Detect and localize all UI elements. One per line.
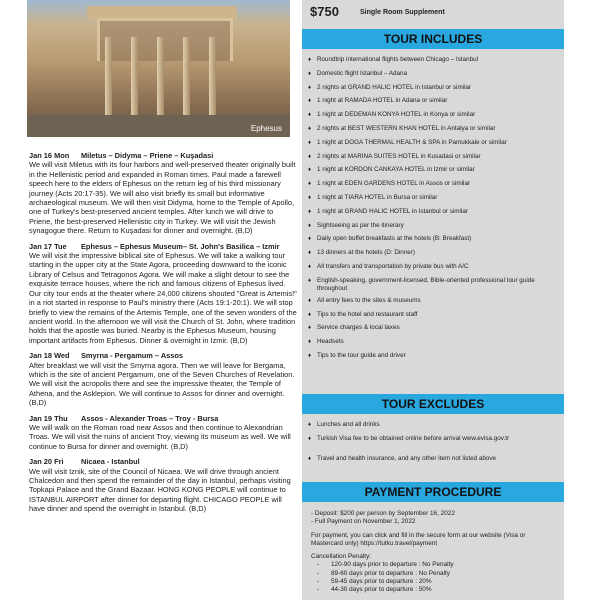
diamond-bullet-icon: ♦ — [308, 222, 312, 229]
list-item-text: 2 nights at BEST WESTERN KHAN HOTEL in Antalya or similar — [317, 124, 496, 132]
diamond-bullet-icon: ♦ — [308, 352, 312, 359]
price-amount: $750 — [310, 4, 339, 19]
tour-info-panel — [302, 0, 564, 600]
list-item-text: Tips to the tour guide and driver — [317, 351, 406, 359]
payment-info: For payment, you can click and fill in the secure form at our website (Visa or Mastercard only) https://tutku.travel/payment — [311, 531, 526, 547]
day-description: We will visit the impressive biblical site of Ephesus. We will take a walking tour starting in the upper city at the State Agora, proceeding downward to the iconic Library of Celsus and Tetragonos Agora. We will make a slight detour to see the exquisite terrace houses, where the rich and famous citizens of Ephesus lived. Our city tour ends at the theater where 24,000 citizens shouted "Great is Artemis!" in a riot started in response to Paul's ministry there (Acts 19:1-20:1). We will stop briefly to view the remains of the Artemis Temple, one of the seven wonders of the ancient world. In the afternoon we will visit the Church of St. John, where tradition holds that the apostle was buried. Nearby is the Ephesus Museum, housing important artifacts from Ephesus. Dinner & overnight in Izmir. (B,D) — [29, 251, 297, 345]
includes-banner: TOUR INCLUDES — [302, 29, 564, 49]
diamond-bullet-icon: ♦ — [308, 153, 312, 160]
list-item — [308, 139, 560, 153]
list-item-text: 1 night at EDEN GARDENS HOTEL in Assos or similar — [317, 180, 471, 188]
diamond-bullet-icon: ♦ — [308, 112, 312, 119]
list-item — [308, 208, 560, 222]
list-item — [308, 421, 560, 435]
photo-column — [183, 37, 190, 115]
list-item-text: 1 night at GRAND HALIC HOTEL in Istanbul or similar — [317, 207, 468, 215]
list-item — [308, 352, 560, 366]
ephesus-photo — [27, 0, 290, 137]
day-heading — [29, 151, 297, 160]
penalty-dash: - — [317, 569, 320, 577]
list-item — [308, 324, 560, 338]
list-item — [308, 166, 560, 180]
diamond-bullet-icon: ♦ — [308, 277, 312, 284]
list-item-text: Headsets — [317, 338, 344, 346]
diamond-bullet-icon: ♦ — [308, 208, 312, 215]
list-item — [308, 180, 560, 194]
penalty-text: 59-45 days prior to departure : 20% — [331, 578, 432, 586]
penalty-dash: - — [317, 561, 320, 569]
list-item — [308, 84, 560, 98]
list-item-text: 1 night at RAMADA HOTEL in Adana or similar — [317, 97, 448, 105]
photo-column — [209, 37, 216, 115]
list-item — [308, 70, 560, 84]
includes-list — [308, 56, 560, 366]
itinerary-day — [29, 151, 297, 236]
diamond-bullet-icon: ♦ — [308, 325, 312, 332]
photo-column — [131, 37, 138, 115]
itinerary-day — [29, 414, 297, 452]
day-date: Jan 20 Fri — [29, 457, 64, 467]
day-description: We will walk on the Roman road near Assos and then continue to Alexandrian Troas. We will visit the ruins of ancient Troy, viewing its museum as well. We will continue to Bursa for dinner and overnight. (B,D) — [29, 422, 291, 451]
diamond-bullet-icon: ♦ — [308, 125, 312, 132]
list-item-text: 1 night at KORDON CANKAYA HOTEL in Izmir or similar — [317, 166, 475, 174]
itinerary — [29, 151, 297, 520]
day-heading — [29, 242, 297, 251]
day-heading — [29, 457, 297, 466]
payment-banner: PAYMENT PROCEDURE — [302, 482, 564, 502]
day-description: We will visit Iznik, site of the Council of Nicaea. We will drive through ancient Chalcedon and then spend the remainder of the day in Istanbul, perhaps visiting Topkapi Palace and the Grand Bazaar. HONG KONG PEOPLE will continue to ISTANBUL AIRPORT after dinner for departing flight. CHICAGO PEOPLE will have dinner and spend the overnight in Istanbul. (B,D) — [29, 466, 291, 514]
itinerary-day — [29, 351, 297, 407]
list-item — [308, 235, 560, 249]
list-item — [308, 222, 560, 236]
list-item-text: 13 dinners at the hotels (D: Dinner) — [317, 249, 416, 257]
list-item — [308, 249, 560, 263]
list-item — [308, 263, 560, 277]
list-item-text: Turkish Visa fee to be obtained online before arrival www.evisa.gov.tr — [317, 434, 510, 442]
list-item-text: Roundtrip international flights between Chicago – Istanbul — [317, 56, 479, 63]
list-item-text: All transfers and transportation by private bus with A/C — [317, 262, 469, 270]
diamond-bullet-icon: ♦ — [308, 311, 312, 318]
penalty-block — [311, 553, 557, 594]
list-item-text: English-speaking, government-licensed, Bible-oriented professional tour guide throughout — [317, 276, 535, 292]
list-item-text: 1 night at DOGA THERMAL HEALTH & SPA in Pamukkale or similar — [317, 138, 507, 146]
day-route: Assos - Alexander Troas – Troy - Bursa — [81, 413, 219, 423]
excludes-list — [308, 421, 560, 469]
diamond-bullet-icon: ♦ — [308, 70, 312, 77]
penalty-row — [311, 561, 557, 569]
day-description: We will visit Miletus with its four harbors and well-preserved theater originally built in the Hellenistic period and expanded in Roman times. Paul made a farewell speech here to the elders of Ephesus on the return leg of his third missionary journey (Acts 20:17-35). We will also visit briefly its small but informative archaeological museum. We will then visit Didyma, home to the Temple of Apollo, one of Turkey's best-preserved ancient temples. After lunch we will drive to Priene, the best-preserved Hellenistic city in Turkey. We will visit the Jewish synagogue there. Return to Kuşadasi for dinner and overnight. (B,D) — [29, 160, 296, 236]
list-item — [308, 455, 560, 469]
list-item-text: All entry fees to the sites & museums — [317, 296, 421, 304]
list-item-text: 2 nights at MARINA SUITES HOTEL in Kusadasi or similar — [317, 152, 481, 160]
list-item-text: Travel and health insurance, and any other item not listed above — [317, 454, 496, 462]
list-item — [308, 277, 560, 297]
penalty-dash: - — [317, 586, 320, 594]
price-label: Single Room Supplement — [360, 9, 445, 16]
diamond-bullet-icon: ♦ — [308, 435, 312, 442]
itinerary-day — [29, 457, 297, 513]
penalty-row — [311, 586, 557, 594]
diamond-bullet-icon: ♦ — [308, 339, 312, 346]
list-item-text: Sightseeing as per the itinerary — [317, 221, 404, 229]
diamond-bullet-icon: ♦ — [308, 263, 312, 270]
day-route: Smyrna - Pergamum – Assos — [81, 351, 184, 361]
list-item — [308, 111, 560, 125]
diamond-bullet-icon: ♦ — [308, 422, 312, 428]
excludes-banner: TOUR EXCLUDES — [302, 394, 564, 414]
day-description: After breakfast we will visit the Smyrna agora. Then we will leave for Bergama, which is the site of ancient Pergamum, one of the Seven Churches of Revelation. We will visit the acropolis there and see the impressive theater, the Temple of Athena, and the Asklepion. We will continue to Assos for dinner and overnight. (B,D) — [29, 360, 295, 408]
payment-details — [311, 510, 557, 595]
list-item — [308, 125, 560, 139]
list-item — [308, 297, 560, 311]
penalty-row — [311, 578, 557, 586]
diamond-bullet-icon: ♦ — [308, 98, 312, 105]
list-item-text: Tips to the hotel and restaurant staff — [317, 310, 418, 318]
penalty-text: 120-90 days prior to departure : No Penalty — [331, 561, 454, 569]
diamond-bullet-icon: ♦ — [308, 194, 312, 201]
day-heading — [29, 351, 297, 360]
day-heading — [29, 414, 297, 423]
day-route: Ephesus – Ephesus Museum– St. John's Basilica – Izmir — [81, 241, 280, 251]
list-item-text: Daily open buffet breakfasts at the hotels (B: Breakfast) — [317, 235, 472, 243]
list-item-text: 1 night at DEDEMAN KONYA HOTEL in Konya or similar — [317, 111, 476, 119]
day-route: Miletus – Didyma – Priene – Kuşadasi — [81, 151, 214, 160]
photo-column — [157, 37, 164, 115]
diamond-bullet-icon: ♦ — [308, 297, 312, 304]
itinerary-day — [29, 242, 297, 345]
list-item-text: Service charges & local taxes — [317, 324, 400, 332]
day-date: Jan 18 Wed — [29, 351, 70, 361]
list-item-text: 1 night at TIARA HOTEL in Bursa or similar — [317, 193, 438, 201]
penalty-title: Cancellation Penalty: — [311, 553, 372, 561]
list-item — [308, 311, 560, 325]
day-route: Nicaea - Istanbul — [81, 457, 140, 467]
penalty-list — [311, 561, 557, 594]
penalty-text: 89-60 days prior to departure : No Penalty — [331, 569, 451, 577]
photo-column — [105, 37, 112, 115]
day-date: Jan 17 Tue — [29, 241, 67, 251]
list-item — [308, 56, 560, 70]
penalty-text: 44-30 days prior to departure : 50% — [331, 586, 432, 594]
diamond-bullet-icon: ♦ — [308, 84, 312, 91]
list-item — [308, 153, 560, 167]
day-date: Jan 16 Mon — [29, 151, 70, 160]
penalty-dash: - — [317, 578, 320, 586]
penalty-row — [311, 570, 557, 578]
list-item — [308, 435, 560, 455]
diamond-bullet-icon: ♦ — [308, 181, 312, 188]
photo-caption: Ephesus — [250, 124, 282, 133]
payment-full: - Full Payment on November 1, 2022 — [311, 518, 416, 526]
diamond-bullet-icon: ♦ — [308, 139, 312, 146]
list-item-text: 2 nights at GRAND HALIC HOTEL in Istanbul or similar — [317, 83, 472, 91]
list-item-text: Lunches and all drinks — [317, 421, 380, 428]
diamond-bullet-icon: ♦ — [308, 455, 312, 462]
payment-deposit: - Deposit: $200 per person by September 16, 2022 — [311, 510, 455, 517]
list-item — [308, 194, 560, 208]
diamond-bullet-icon: ♦ — [308, 167, 312, 174]
list-item — [308, 338, 560, 352]
list-item — [308, 97, 560, 111]
diamond-bullet-icon: ♦ — [308, 236, 312, 243]
diamond-bullet-icon: ♦ — [308, 57, 312, 63]
day-date: Jan 19 Thu — [29, 413, 68, 423]
diamond-bullet-icon: ♦ — [308, 250, 312, 257]
list-item-text: Domestic flight Istanbul – Adana — [317, 69, 407, 77]
